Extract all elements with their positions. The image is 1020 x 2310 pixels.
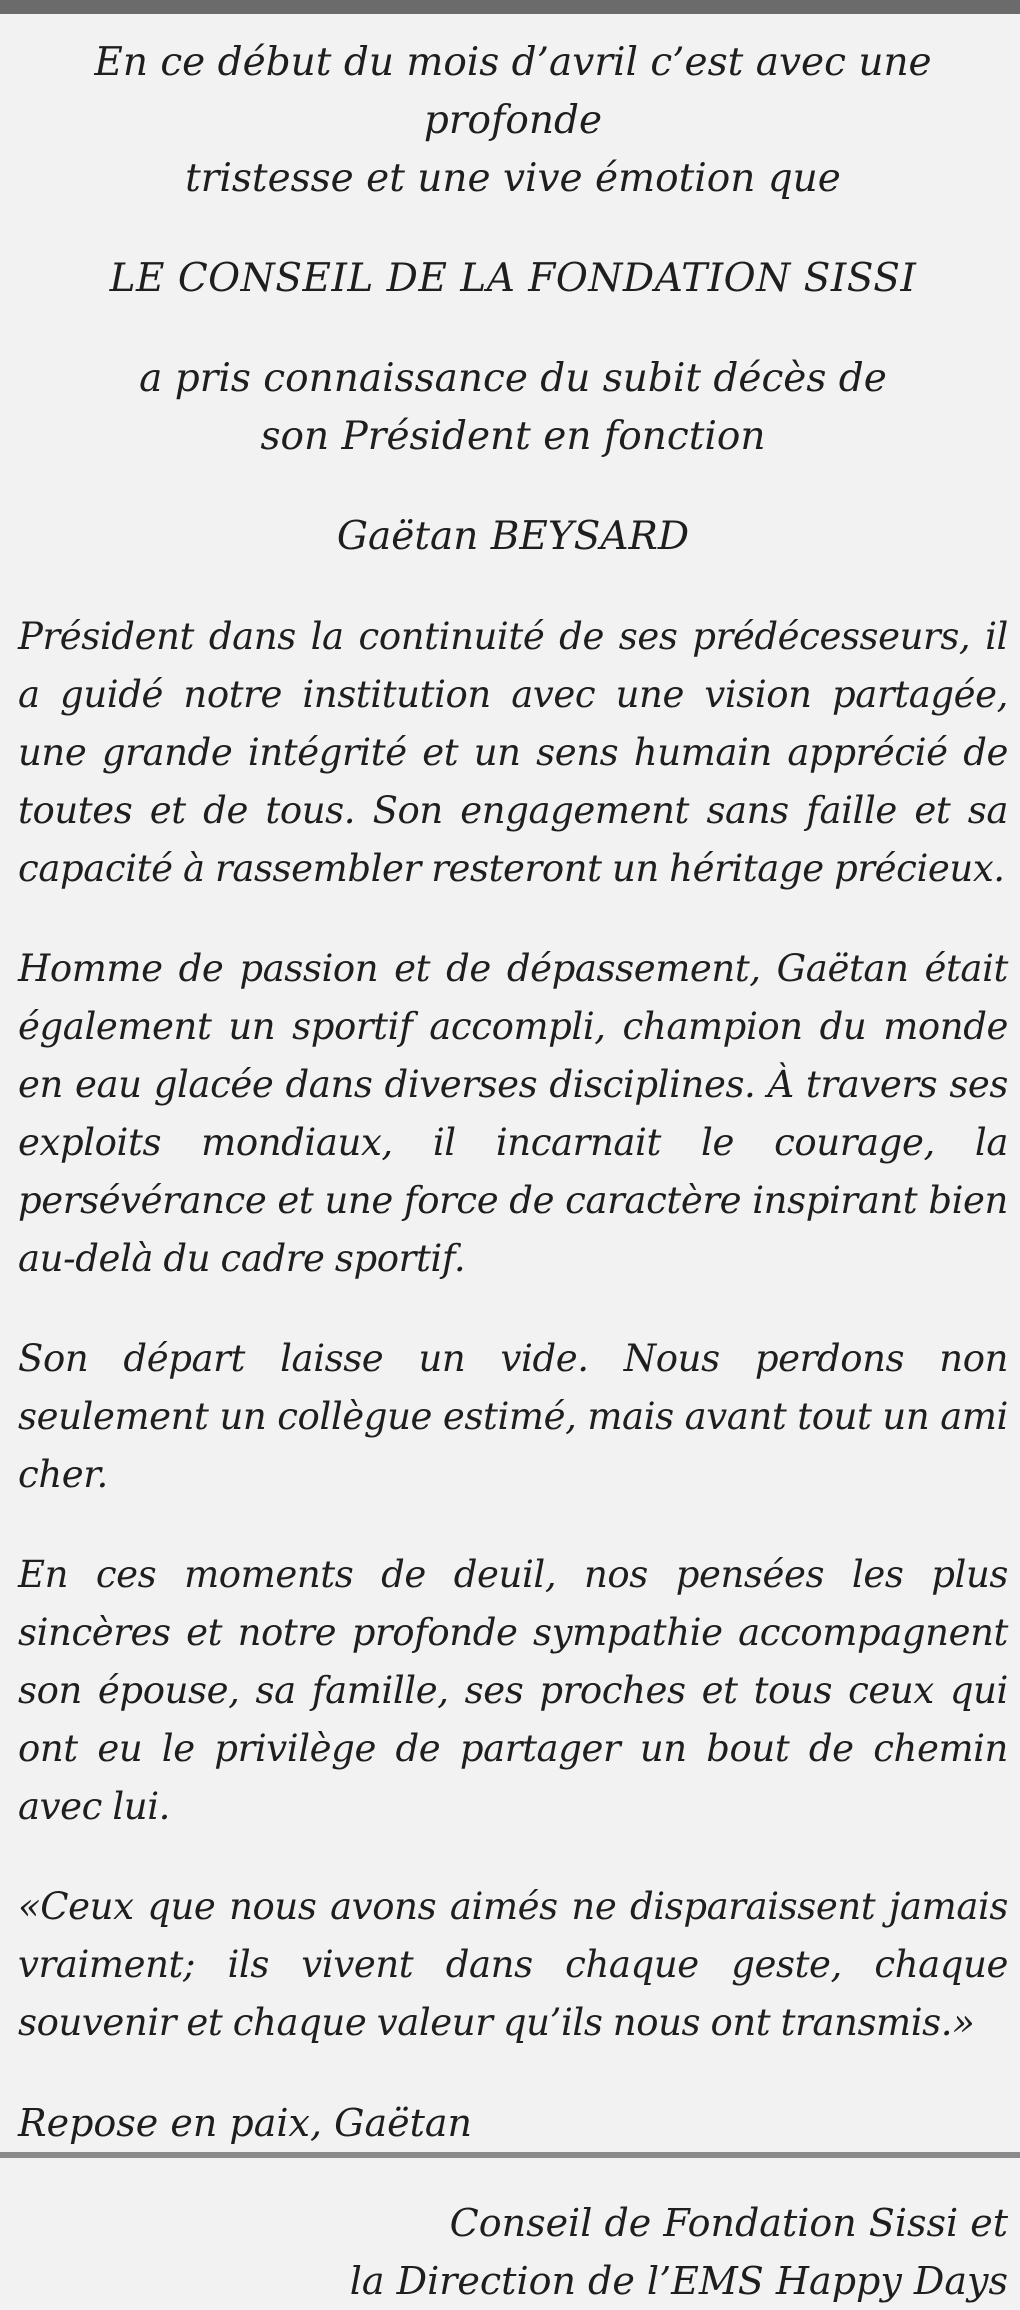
paragraph-sport: Homme de passion et de dépassement, Gaëtan était également un sportif accompli, champion du monde en eau glacée dans diverses disciplines. À travers ses exploits mondiaux, il incarnait le courage, la persévérance et une force de caractère inspirant bien au-delà du cadre sportif.: [18, 947, 1008, 1280]
paragraph-quote: «Ceux que nous avons aimés ne disparaissent jamais vraiment; ils vivent dans chaque geste, chaque souvenir et chaque valeur qu’ils nous ont transmis.»: [18, 1885, 1008, 2044]
farewell-text: Repose en paix, Gaëtan: [18, 2101, 473, 2145]
obituary-notice: [18, 34, 1008, 2310]
paragraph-condolences: En ces moments de deuil, nos pensées les plus sincères et notre profonde sympathie accompagnent son épouse, sa famille, ses proches et tous ceux qui ont eu le privilège de partager un bout de chemin avec lui.: [18, 1553, 1008, 1828]
announcement-line-2: son Président en fonction: [260, 414, 766, 459]
signature-line-2: la Direction de l’EMS Happy Days: [349, 2259, 1008, 2303]
intro-line-2: tristesse et une vive émotion que: [185, 156, 841, 201]
intro-line-1: En ce début du mois d’avril c’est avec une profonde: [94, 40, 932, 143]
intro-text: [18, 34, 1008, 208]
paragraph-presidency: Président dans la continuité de ses prédécesseurs, il a guidé notre institution avec une vision partagée, une grande intégrité et un sens humain apprécié de toutes et de tous. Son engagement sans faille et sa capacité à rassembler resteront un héritage précieux.: [18, 615, 1008, 890]
council-heading: LE CONSEIL DE LA FONDATION SISSI: [109, 256, 917, 301]
announcement-text: [18, 350, 1008, 466]
paragraph-loss: Son départ laisse un vide. Nous perdons non seulement un collègue estimé, mais avant tout un ami cher.: [18, 1337, 1008, 1496]
top-border: [0, 0, 1020, 14]
deceased-name: Gaëtan BEYSARD: [336, 514, 690, 559]
bottom-border: [0, 2152, 1020, 2158]
signature-line-1: Conseil de Fondation Sissi et: [449, 2201, 1008, 2245]
signature-block: [18, 2194, 1008, 2310]
announcement-line-1: a pris connaissance du subit décès de: [139, 356, 887, 401]
